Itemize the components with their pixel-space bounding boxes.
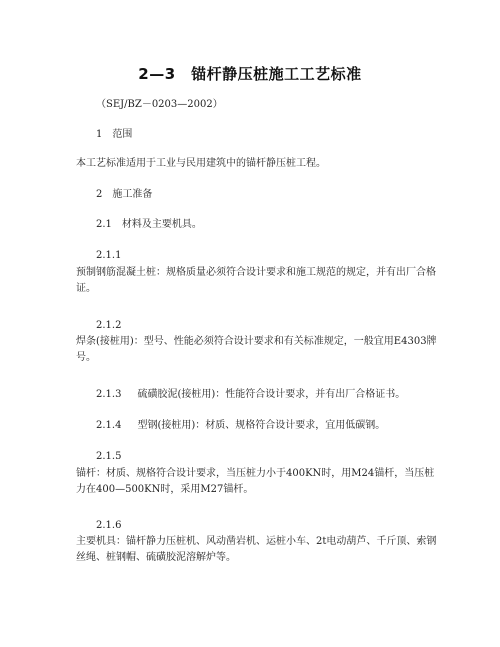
item-number-2-1-4 [96, 418, 456, 434]
section-body-scope: 本工艺标准适用于工业与民用建筑中的锚杆静压桩工程。 [76, 158, 326, 169]
section-heading-preparation: 2 施工准备 [96, 189, 153, 200]
item-number-2-1-2: 2.1.2 [96, 320, 122, 331]
item-number-2-1-4-value: 2.1.4 [96, 420, 122, 431]
item-number-2-1-6: 2.1.6 [96, 520, 122, 531]
item-text-2-1-2: 焊条(接桩用)：型号、性能必须符合设计要求和有关标准规定，一般宜用E4303牌号。 [76, 336, 437, 363]
subsection-heading-2-1: 2.1 材料及主要机具。 [96, 219, 202, 230]
item-number-2-1-3 [96, 387, 456, 403]
item-text-2-1-3: 硫磺胶泥(接桩用)：性能符合设计要求，并有出厂合格证书。 [137, 389, 406, 400]
item-number-2-1-3-value: 2.1.3 [96, 389, 122, 400]
item-number-2-1-5: 2.1.5 [96, 451, 122, 462]
section-heading-scope: 1 范围 [96, 129, 133, 140]
item-text-2-1-6: 主要机具：锚杆静力压桩机、风动凿岩机、运桩小车、2t电动葫芦、千斤顶、索钢丝绳、桩钢帽、硫磺胶泥溶解炉等。 [76, 536, 437, 563]
document-title: 2—3 锚杆静压桩施工工艺标准 [138, 65, 362, 83]
standard-code: （SEJ/BZ－0203—2002） [96, 99, 223, 110]
item-text-2-1-1: 预制钢筋混凝土桩：规格质量必须符合设计要求和施工规范的规定，并有出厂合格证。 [76, 267, 436, 294]
item-number-2-1-1: 2.1.1 [96, 250, 122, 261]
item-text-2-1-5: 锚杆：材质、规格符合设计要求，当压桩力小于400KN时，用M24锚杆，当压桩力在400—500KN时，采用M27锚杆。 [76, 468, 435, 495]
item-text-2-1-4: 型钢(接桩用)：材质、规格符合设计要求，宜用低碳钢。 [137, 420, 386, 431]
